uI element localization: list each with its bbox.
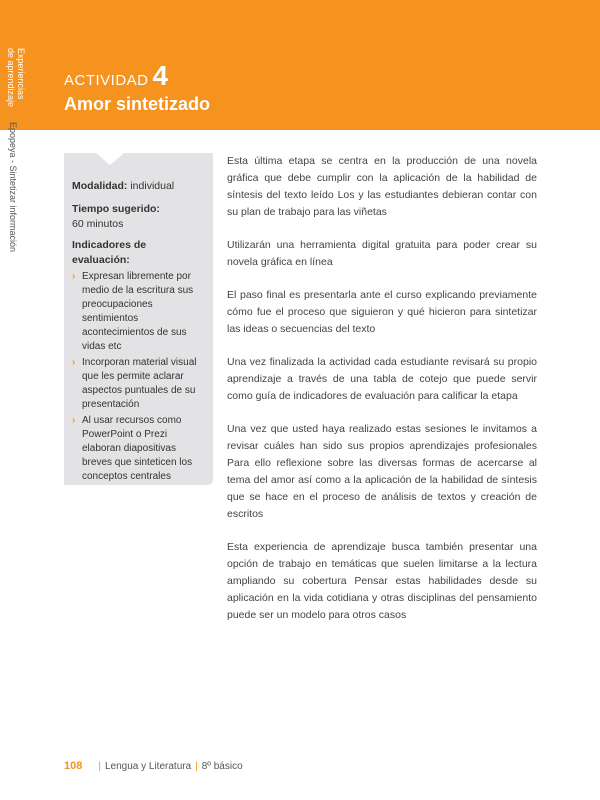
activity-word: ACTIVIDAD xyxy=(64,72,149,89)
bullet-icon: › xyxy=(72,415,76,426)
tiempo-label: Tiempo sugerido: xyxy=(72,203,160,215)
bullet-icon: › xyxy=(72,271,76,282)
paragraph: Esta última etapa se centra en la producción de una novela gráfica que debe cumplir con la aplicación de la habilidad de síntesis del texto leído Los y las estudiantes debieran contar con su plan de trabajo para las viñetas xyxy=(227,155,537,218)
main-body xyxy=(227,153,537,640)
activity-label xyxy=(64,62,168,90)
paragraph: Utilizarán una herramienta digital gratuita para poder crear su novela gráfica en línea xyxy=(227,239,537,268)
paragraph: Una vez que usted haya realizado estas sesiones le invitamos a revisar cuáles han sido sus propios aprendizajes profesionales Para ello reflexione sobre las diversas formas de acercarse al tema del amor así como a la aplicación de la habilidad de síntesis que se hace en el proceso de análisis de textos y creación de escritos xyxy=(227,423,537,520)
modalidad-line xyxy=(72,179,205,194)
section-tab-line2: de aprendizaje xyxy=(6,48,16,108)
list-item: › Incorporan material visual que les permite aclarar aspectos puntuales de su presentación xyxy=(72,357,197,410)
page-footer xyxy=(64,760,243,772)
modalidad-value: individual xyxy=(130,180,175,192)
footer-separator: | xyxy=(195,760,198,772)
list-item: › Expresan libremente por medio de la escritura sus preocupaciones sentimientos acontecimientos de sus vidas etc xyxy=(72,271,194,352)
paragraph: Esta experiencia de aprendizaje busca también presentar una opción de trabajo en temáticas que suelen limitarse a la lectura ampliando su cobertura Pensar estas habilidades desde su aplicación en la vida cotidiana y otras disciplinas del pensamiento puede ser un modelo para otros casos xyxy=(227,541,537,621)
modalidad-label: Modalidad: xyxy=(72,180,128,192)
indicadores-list xyxy=(72,270,205,484)
activity-title: Amor sintetizado xyxy=(64,94,211,114)
running-header: Epopeya - Sintetizar información xyxy=(8,122,18,253)
section-tab xyxy=(6,48,26,107)
list-item: › Al usar recursos como PowerPoint o Prezi elaboran diapositivas breves que sinteticen los conceptos centrales xyxy=(72,415,193,482)
bullet-icon: › xyxy=(72,357,76,368)
section-tab-line1: Experiencias xyxy=(16,48,26,100)
footer-subject: Lengua y Literatura xyxy=(104,760,192,772)
sidebar-notch xyxy=(96,153,124,165)
page-number: 108 xyxy=(64,760,83,772)
info-sidebar xyxy=(64,153,213,485)
paragraph: El paso final es presentarla ante el curso explicando previamente cómo fue el proceso que siguieron y qué hicieron para sintetizar las ideas o secuencias del texto xyxy=(227,289,537,335)
activity-number: 4 xyxy=(152,60,169,91)
paragraph: Una vez finalizada la actividad cada estudiante revisará su propio aprendizaje a través de una tabla de cotejo que puede servir como guía de indicadores de evaluación para calificar la etapa xyxy=(227,356,537,402)
indicadores-label: Indicadores de evaluación: xyxy=(72,239,147,266)
footer-separator: | xyxy=(98,760,101,772)
tiempo-value: 60 minutos xyxy=(72,218,124,230)
footer-grade: 8º básico xyxy=(201,760,243,772)
